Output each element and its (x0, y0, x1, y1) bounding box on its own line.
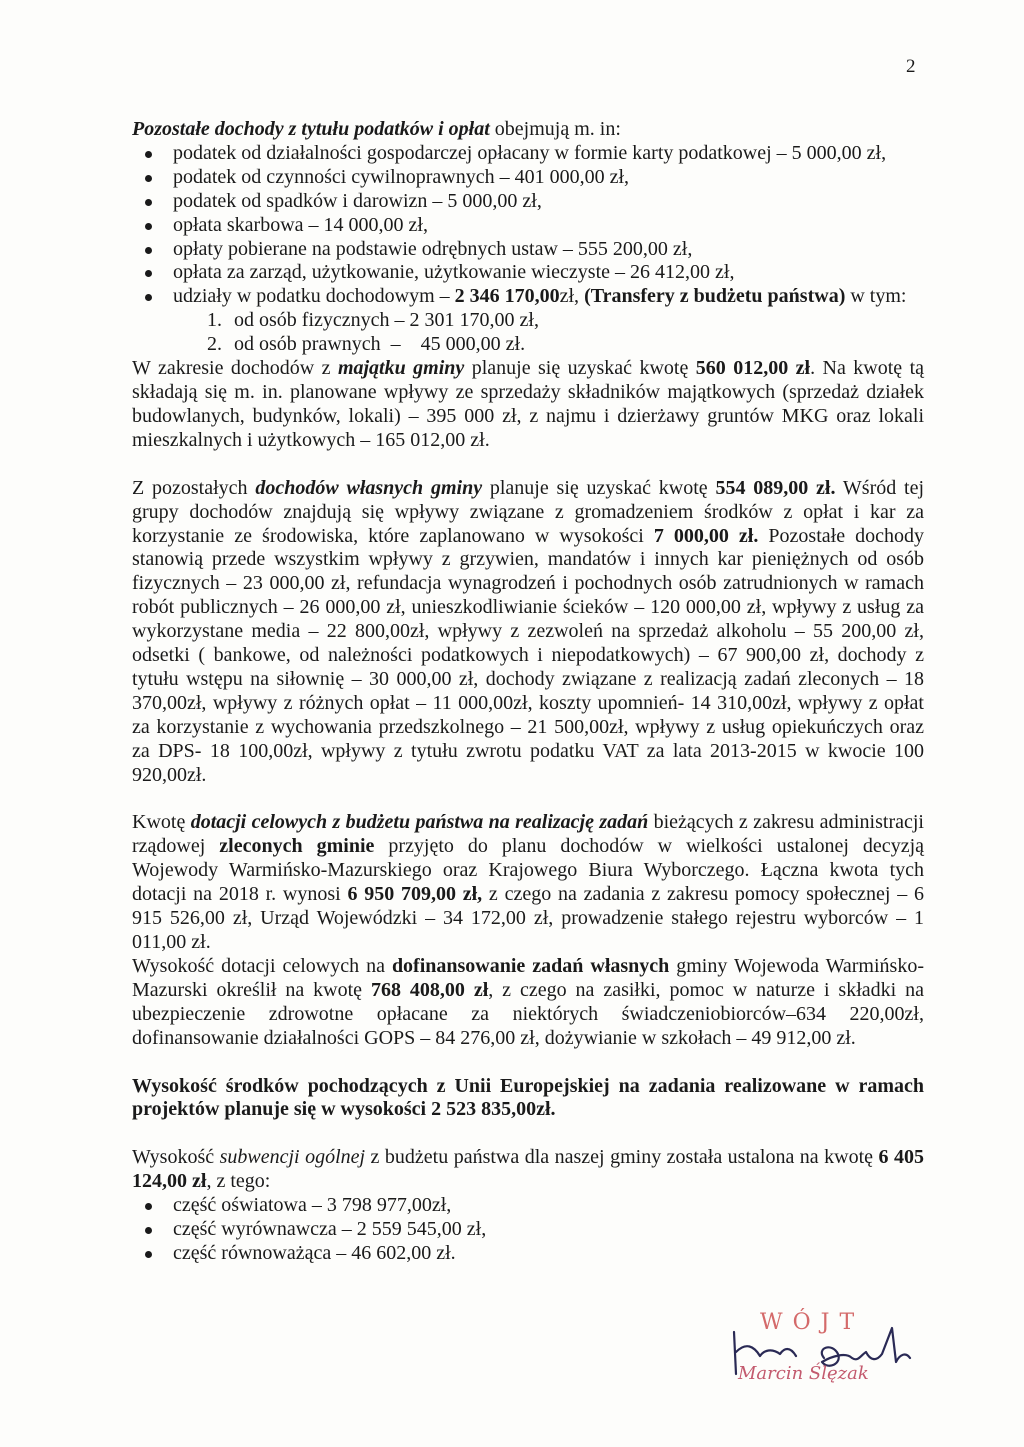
subvention-list (132, 1194, 924, 1266)
list-item: część wyrównawcza – 2 559 545,00 zł, (173, 1218, 924, 1242)
list-item: 2. od osób prawnych – 45 000,00 zł. (207, 333, 526, 356)
paragraph-property-income: W zakresie dochodów z majątku gminy planuje się uzyskać kwotę 560 012,00 zł. Na kwotę tą składają się m. in. planowane wpływy ze sprzedaży składników majątkowych (sprzedaż działek budowlanych, budynków, lokali) – 395 000 zł, z najmu i dzierżawy gruntów MKG oraz lokali mieszkalnych i użytkowych – 165 012,00 zł. (132, 357, 925, 451)
page-number: 2 (906, 56, 916, 77)
stamp-title: WÓJT (760, 1310, 865, 1335)
list-item: 1. od osób fizycznych – 2 301 170,00 zł, (207, 309, 539, 332)
list-item: część równoważąca – 46 602,00 zł. (173, 1242, 924, 1266)
paragraph-other-taxes-intro: Pozostałe dochody z tytułu podatków i opłat obejmują m. in: (132, 118, 621, 140)
paragraph-target-subsidies: Kwotę dotacji celowych z budżetu państwa na realizację zadań bieżących z zakresu administracji rządowej zleconych gminie przyjęto do planu dochodów w wielkości ustalonej decyzją Wojewody Warmińsko-Mazurskiego oraz Krajowego Biura Wyborczego. Łączna kwota tych dotacji na 2018 r. wynosi 6 950 709,00 zł, z czego na zadania z zakresu pomocy społecznej – 6 915 526,00 zł, Urząd Wojewódzki – 34 172,00 zł, prowadzenie stałego rejestru wyborców – 1 011,00 zł. (132, 811, 925, 953)
tax-income-list (132, 142, 924, 309)
paragraph-own-income: Z pozostałych dochodów własnych gminy planuje się uzyskać kwotę 554 089,00 zł. Wśród tej grupy dochodów znajdują się wpływy związane z gromadzeniem środków z opłat i kar za korzystanie ze środowiska, które zaplanowano w wysokości 7 000,00 zł. Pozostałe dochody stanowią przede wszystkim wpływy z grzywien, mandatów i innych kar pieniężnych od osób fizycznych – 23 000,00 zł, refundacja wynagrodzeń i pochodnych osób zatrudnionych w ramach robót publicznych – 26 000,00 zł, unieszkodliwianie ścieków – 120 000,00 zł, wpływy z usług za wykorzystane media – 22 800,00zł, wpływy z zezwoleń na sprzedaż alkoholu – 55 200,00 zł, odsetki ( bankowe, od należności podatkowych i niepodatkowych) – 67 900,00 zł, dochody z tytułu wstępu na siłownię – 30 000,00 zł, dochody związane z realizacją zadań zleconych – 18 370,00zł, wpływy z różnych opłat – 11 000,00zł, koszty upomnień- 14 310,00zł, wpływy z opłat za korzystanie z wychowania przedszkolnego – 21 500,00zł, wpływy z usług opiekuńczych oraz za DPS- 18 100,00zł, wpływy z tytułu zwrotu podatku VAT za lata 2013-2015 w kwocie 100 920,00zł. (132, 476, 925, 786)
list-item: opłaty pobierane na podstawie odrębnych ustaw – 555 200,00 zł, (173, 238, 924, 262)
income-tax-sublist (132, 309, 924, 357)
list-item: podatek od spadków i darowizn – 5 000,00 zł, (173, 190, 924, 214)
document-body (132, 118, 924, 1266)
section-title-other-taxes: Pozostałe dochody z tytułu podatków i opłat (132, 118, 490, 140)
mayor-stamp (720, 1310, 920, 1390)
paragraph-general-subvention: Wysokość subwencji ogólnej z budżetu państwa dla naszej gminy została ustalona na kwotę 6 405 124,00 zł, z tego: (132, 1146, 925, 1193)
paragraph-own-task-cofinancing: Wysokość dotacji celowych na dofinansowanie zadań własnych gminy Wojewoda Warmińsko-Mazurski określił na kwotę 768 408,00 zł, z czego na zasiłki, pomoc w naturze i składki na ubezpieczenie zdrowotne opłacane za niektórych świadczeniobiorców–634 220,00zł, dofinansowanie działalności GOPS – 84 276,00 zł, dożywianie w szkołach – 49 912,00 zł. (132, 954, 924, 1049)
paragraph-eu-funds: Wysokość środków pochodzących z Unii Europejskiej na zadania realizowane w ramach projektów planuje się w wysokości 2 523 835,00zł. (132, 1074, 924, 1121)
list-item: podatek od czynności cywilnoprawnych – 401 000,00 zł, (173, 166, 924, 190)
list-item-income-tax-share: udziały w podatku dochodowym – 2 346 170,00zł, (Transfery z budżetu państwa) w tym: (173, 285, 924, 309)
stamp-name: Marcin Ślęzak (738, 1363, 869, 1384)
list-item: podatek od działalności gospodarczej opłacany w formie karty podatkowej – 5 000,00 zł, (173, 142, 924, 166)
list-item: opłata skarbowa – 14 000,00 zł, (173, 214, 924, 238)
list-item: część oświatowa – 3 798 977,00zł, (173, 1194, 924, 1218)
list-item: opłata za zarząd, użytkowanie, użytkowanie wieczyste – 26 412,00 zł, (173, 261, 924, 285)
